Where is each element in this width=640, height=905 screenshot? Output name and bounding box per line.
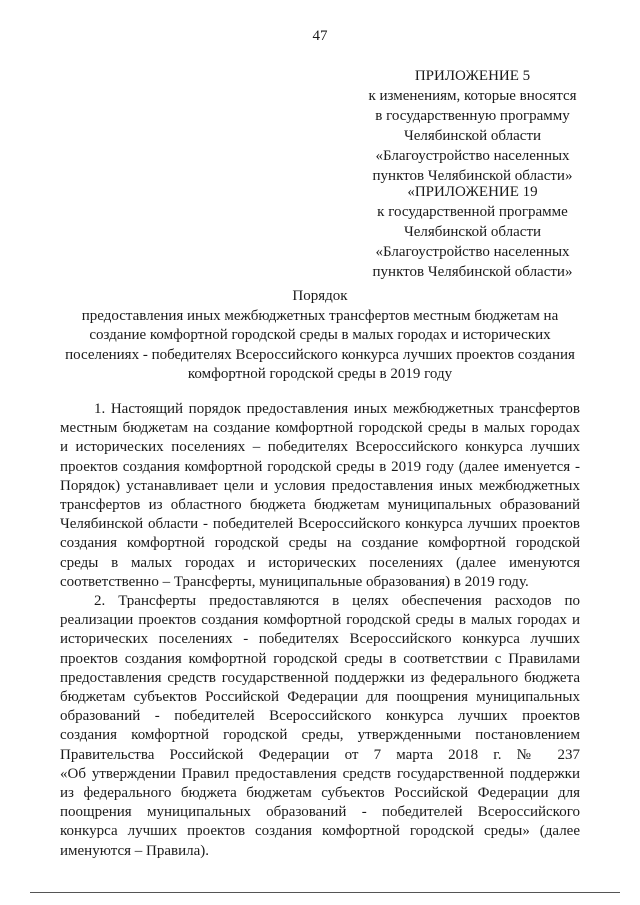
- appendix-5-line: в государственную программу: [375, 108, 570, 124]
- document-title: [60, 287, 580, 385]
- paragraph-line: проектов создания комфортной городской среды в соответствии с Правилами: [60, 650, 580, 667]
- paragraph-line: конкурса лучших проектов создания комфортной городской среды» (далее: [60, 823, 580, 840]
- paragraph-line: предоставления средств государственной поддержки из федерального бюджета: [60, 669, 580, 686]
- appendix-5-header: [345, 66, 600, 186]
- paragraph-line: местным бюджетам на создание комфортной городской среды в малых городах: [60, 420, 580, 437]
- appendix-19-line: «Благоустройство населенных: [375, 244, 570, 260]
- paragraph-line: Порядок) устанавливает цели и условия предоставления иных межбюджетных: [60, 477, 580, 494]
- page-number: 47: [312, 28, 328, 44]
- paragraph-line: поощрения муниципальных образований - победителей Всероссийского: [60, 804, 580, 821]
- title-line: предоставления иных межбюджетных трансфертов местным бюджетам на: [81, 307, 559, 324]
- appendix-5-line: к изменениям, которые вносятся: [368, 88, 577, 104]
- paragraph-line: бюджетам субъектов Российской Федерации для поощрения муниципальных: [60, 689, 580, 706]
- title-line: комфортной городской среды в 2019 году: [187, 366, 453, 382]
- appendix-5-line: Челябинской области: [403, 128, 542, 144]
- paragraph-line: реализации проектов создания комфортной городской среды в малых городах и: [60, 612, 580, 629]
- paragraph-line: среды в малых городах и исторических поселениях (далее именуются: [60, 554, 580, 571]
- title-line: поселениях - победителях Всероссийского конкурса лучших проектов создания: [65, 346, 575, 363]
- title-line: создание комфортной городской среды в малых городах и исторических: [89, 327, 551, 343]
- paragraph-line: из федерального бюджета бюджетам субъектов Российской Федерации для: [60, 785, 580, 802]
- document-body: [60, 400, 580, 861]
- paragraph-line: трансфертов из областного бюджета бюджетам муниципальных образований: [60, 497, 580, 514]
- paragraph-line: именуются – Правила).: [60, 842, 209, 859]
- appendix-5-line: ПРИЛОЖЕНИЕ 5: [414, 68, 531, 84]
- appendix-19-header: [345, 182, 600, 282]
- paragraph-line: 2. Трансферты предоставляются в целях обеспечения расходов по: [94, 593, 580, 610]
- paragraph-line: образований - победителей Всероссийского конкурса лучших проектов: [60, 708, 580, 725]
- paragraph-line: соответственно – Трансферты, муниципальные образования) в 2019 году.: [60, 573, 529, 590]
- appendix-19-line: «ПРИЛОЖЕНИЕ 19: [407, 184, 538, 200]
- paragraph-line: проектов создания комфортной городской среды в 2019 году (далее именуется -: [60, 458, 580, 475]
- appendix-19-line: пунктов Челябинской области»: [372, 264, 573, 280]
- appendix-5-line: пунктов Челябинской области»: [372, 168, 573, 184]
- title-line: Порядок: [292, 288, 348, 304]
- paragraph-line: Правительства Российской Федерации от 7 марта 2018 г. № 237: [60, 746, 580, 763]
- page-bottom-rule: [30, 892, 620, 893]
- paragraph-1: [60, 400, 580, 592]
- paragraph-line: Челябинской области - победителей Всероссийского конкурса лучших проектов: [60, 516, 580, 533]
- paragraph-line: создания комфортной городской среды, утвержденными постановлением: [60, 727, 580, 744]
- paragraph-line: создания комфортной городской среды на создание комфортной городской: [60, 535, 580, 552]
- paragraph-2: [60, 592, 580, 861]
- appendix-5-line: «Благоустройство населенных: [375, 148, 570, 164]
- paragraph-line: «Об утверждении Правил предоставления средств государственной поддержки: [60, 765, 580, 782]
- paragraph-line: исторических поселениях - победителях Всероссийского конкурса лучших: [60, 631, 580, 648]
- paragraph-line: 1. Настоящий порядок предоставления иных межбюджетных трансфертов: [94, 401, 580, 417]
- paragraph-line: и исторических поселениях – победителях Всероссийского конкурса лучших: [60, 439, 580, 456]
- appendix-19-line: Челябинской области: [403, 224, 542, 240]
- appendix-19-line: к государственной программе: [377, 204, 568, 220]
